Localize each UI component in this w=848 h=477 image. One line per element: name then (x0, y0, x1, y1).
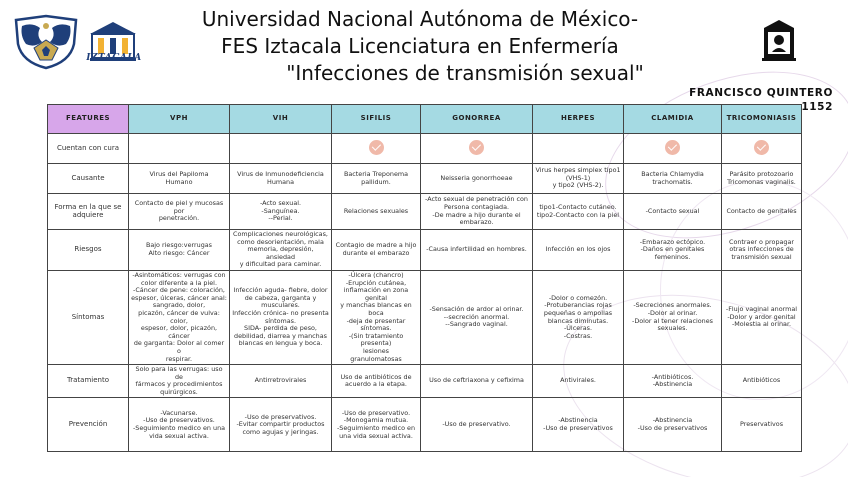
header-features: FEATURES (48, 105, 129, 134)
table-row-riesgos (48, 230, 802, 271)
header-tricomoniasis: TRICOMONIASIS (722, 105, 802, 134)
table-cell: Contacto de genitales (722, 194, 802, 230)
table-cell: -Sensación de ardor al orinar. --secreción anormal. --Sangrado vaginal. (421, 270, 533, 364)
table-cell: -Vacunarse. -Uso de preservativos. -Seguimiento medico en una vida sexual activa. (129, 398, 230, 452)
table-cell: tipo1-Contacto cutáneo. tipo2-Contacto con la piel (533, 194, 624, 230)
check-icon (665, 140, 680, 155)
table-cell: Relaciones sexuales (332, 194, 421, 230)
table-row-tratamiento (48, 365, 802, 398)
emblem-logo (758, 18, 800, 62)
check-icon (754, 140, 769, 155)
table-cell: Contacto de piel y mucosas por penetración. (129, 194, 230, 230)
table-cell: -Uso de preservativo. (421, 398, 533, 452)
table-row-cura (48, 134, 802, 164)
cura-cell (129, 134, 230, 164)
table-cell: -Acto sexual de penetración con Persona contagiada. -De madre a hijo durante el embarazo. (421, 194, 533, 230)
header-herpes: HERPES (533, 105, 624, 134)
table-cell: Contagio de madre a hijo durante el embarazo (332, 230, 421, 271)
table-cell: Uso de ceftriaxona y cefixima (421, 365, 533, 398)
table-cell: -Secreciones anormales. -Dolor al orinar. -Dolor al tener relaciones sexuales. (624, 270, 722, 364)
table-cell: -Antibióticos. -Abstinencia (624, 365, 722, 398)
page-title (150, 6, 690, 87)
row-label-tratamiento: Tratamiento (48, 365, 129, 398)
table-cell: -Úlcera (chancro) -Erupción cutánea, inflamación en zona genital y manchas blancas en boca -deja de presentar síntomas. -(Sin tratamiento presenta) lesiones granulomatosas (332, 270, 421, 364)
table-cell: Bacteria Chlamydia trachomatis. (624, 164, 722, 194)
table-cell: -Asintomáticos: verrugas con color diferente a la piel. -Cáncer de pene: coloración, espesor, úlceras, cáncer anal: sangrado, dolor, picazón, cáncer de vulva: color, espesor, dolor, picazón, cáncer de garganta: Dolor al comer o respirar. (129, 270, 230, 364)
table-row-prevencion (48, 398, 802, 452)
header-vph: VPH (129, 105, 230, 134)
table-cell: Antivirales. (533, 365, 624, 398)
check-icon (469, 140, 484, 155)
header-sifilis: SIFILIS (332, 105, 421, 134)
table-cell: -Dolor o comezón. -Protuberancias rojas pequeñas o ampollas blancas diminutas. -Úlceras. -Costras. (533, 270, 624, 364)
cura-cell (533, 134, 624, 164)
cura-cell (230, 134, 332, 164)
title-line-university: Universidad Nacional Autónoma de México- (201, 7, 639, 31)
table-cell: Virus de Inmunodeficiencia Humana (230, 164, 332, 194)
row-label-sintomas: Síntomas (48, 270, 129, 364)
title-line-faculty: FES Iztacala Licenciatura en Enfermería (221, 34, 619, 58)
header-clamidia: CLAMIDIA (624, 105, 722, 134)
row-label-prevencion: Prevención (48, 398, 129, 452)
header-gonorrea: GONORREA (421, 105, 533, 134)
table-header-row (48, 105, 802, 134)
table-cell: Virus herpes simplex tipo1 (VHS-1) y tipo2 (VHS-2). (533, 164, 624, 194)
check-icon (369, 140, 384, 155)
table-cell: -Abstinencia -Uso de preservativos (533, 398, 624, 452)
table-cell: Bajo riesgo:verrugas Alto riesgo: Cáncer (129, 230, 230, 271)
table-row-forma (48, 194, 802, 230)
table-cell: Infección aguda- fiebre, dolor de cabeza, garganta y musculares. Infección crónica- no presenta síntomas. SIDA- perdida de peso, debilidad, diarrea y manchas blancas en lengua y boca. (230, 270, 332, 364)
table-cell: Parásito protozoario Tricomonas vaginalis. (722, 164, 802, 194)
row-label-riesgos: Riesgos (48, 230, 129, 271)
table-cell: Antirretrovirales (230, 365, 332, 398)
table-cell: Solo para las verrugas: uso de fármacos y procedimientos quirúrgicos. (129, 365, 230, 398)
table-cell: -Contacto sexual (624, 194, 722, 230)
table-cell: Preservativos (722, 398, 802, 452)
table-cell: Uso de antibióticos de acuerdo a la etapa. (332, 365, 421, 398)
author-number: 1152 (801, 101, 833, 113)
table-cell: -Acto sexual. -Sanguínea. --Perial. (230, 194, 332, 230)
cura-cell (421, 134, 533, 164)
table-cell: -Uso de preservativo. -Monogamia mutua. -Seguimiento medico en una vida sexual activa. (332, 398, 421, 452)
sti-comparison-table (47, 104, 802, 452)
table-row-sintomas (48, 270, 802, 364)
unam-crest-logo (12, 14, 80, 70)
table-cell: -Flujo vaginal anormal -Dolor y ardor genital -Molestia al orinar. (722, 270, 802, 364)
title-line-topic: "Infecciones de transmisión sexual" (286, 61, 644, 85)
header-vih: VIH (230, 105, 332, 134)
table-cell: Neisseria gonorrhoeae (421, 164, 533, 194)
table-cell: -Embarazo ectópico. -Daños en genitales femeninos. (624, 230, 722, 271)
cura-cell (624, 134, 722, 164)
table-cell: Bacteria Treponema pallidum. (332, 164, 421, 194)
row-label-forma: Forma en la que se adquiere (48, 194, 129, 230)
table-cell: Virus del Papiloma Humano (129, 164, 230, 194)
table-row-causante (48, 164, 802, 194)
author-name: FRANCISCO QUINTERO (689, 87, 833, 99)
table-cell: Complicaciones neurológicas, como desorientación, mala memoria, depresión, ansiedad y dificultad para caminar. (230, 230, 332, 271)
table-cell: -Causa infertilidad en hombres. (421, 230, 533, 271)
row-label-cura: Cuentan con cura (48, 134, 129, 164)
cura-cell (722, 134, 802, 164)
fes-iztacala-logo-text: IZTACALA (86, 53, 142, 63)
cura-cell (332, 134, 421, 164)
row-label-causante: Causante (48, 164, 129, 194)
table-cell: Contraer o propagar otras infecciones de transmisión sexual (722, 230, 802, 271)
table-cell: -Abstinencia -Uso de preservativos (624, 398, 722, 452)
table-cell: -Uso de preservativos. -Evitar compartir productos como agujas y jeringas. (230, 398, 332, 452)
table-cell: Antibióticos (722, 365, 802, 398)
table-cell: Infección en los ojos (533, 230, 624, 271)
